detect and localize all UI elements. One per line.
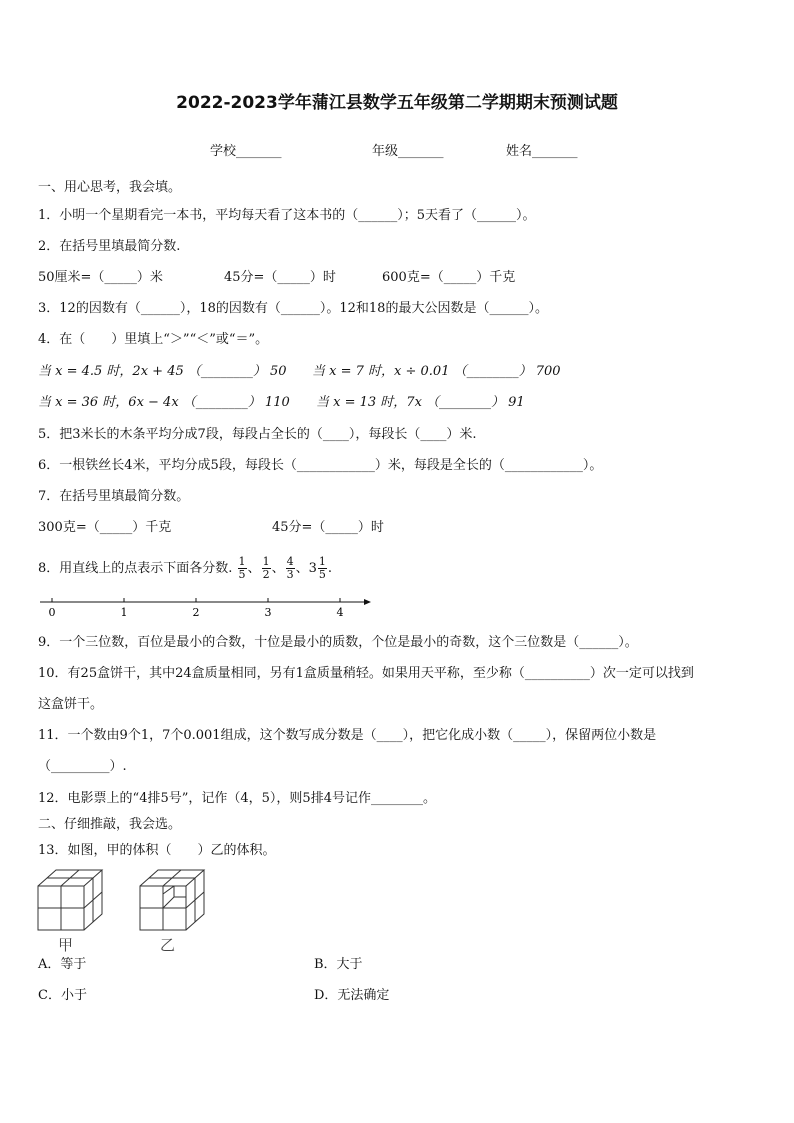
question-7-item-2: 45分=（_____）时 — [272, 520, 384, 535]
question-4-b1: 当 x = 36 时，6x − 4x （________） 110 — [38, 395, 290, 410]
question-4-a2: 当 x = 7 时，x ÷ 0.01 （________） 700 — [312, 364, 561, 379]
fraction-numerator: 1 — [238, 555, 246, 568]
question-11-line-1: 11．一个数由9个1，7个0.001组成，这个数写成分数是（____），把它化成小数（_____），保留两位小数是 — [38, 728, 657, 743]
question-5: 5．把3米长的木条平均分成7段，每段占全长的（____），每段长（____）米. — [38, 427, 477, 442]
number-line-arrow-icon — [364, 599, 371, 605]
question-7: 7．在括号里填最简分数。 — [38, 489, 190, 504]
option-b[interactable]: B．大于 — [314, 957, 363, 972]
number-line-tick-label: 2 — [192, 606, 200, 619]
cube-figures — [36, 864, 216, 954]
fraction-whole: 3 — [308, 561, 317, 576]
question-4-a1: 当 x = 4.5 时，2x + 45 （________） 50 — [38, 364, 287, 379]
question-8-fractions — [237, 555, 333, 581]
fraction-separator: . — [327, 561, 333, 576]
question-11-line-2: （_________）. — [38, 759, 127, 774]
fraction — [286, 556, 295, 581]
fraction-separator: 、 — [247, 561, 261, 576]
number-line-ticks — [49, 598, 344, 619]
school-field: 学校_______ — [210, 144, 282, 159]
question-9: 9．一个三位数，百位是最小的合数，十位是最小的质数，个位是最小的奇数，这个三位数是（______）。 — [38, 635, 638, 650]
fraction-denominator: 2 — [262, 568, 270, 581]
question-10-line-1: 10．有25盒饼干，其中24盒质量相同，另有1盒质量稍轻。如果用天平称，至少称（__________）次一定可以找到 — [38, 666, 694, 681]
fraction-separator: 、 — [271, 561, 285, 576]
fraction — [262, 556, 271, 581]
fraction-denominator: 5 — [318, 568, 326, 581]
number-line-tick-label: 4 — [336, 606, 344, 619]
fraction-numerator: 1 — [262, 555, 270, 568]
option-a[interactable]: A．等于 — [38, 957, 87, 972]
fraction — [238, 556, 247, 581]
grade-field: 年级_______ — [372, 144, 444, 159]
fraction — [318, 556, 327, 581]
fraction-separator: 、 — [295, 561, 309, 576]
page-title: 2022-2023学年蒲江县数学五年级第二学期期末预测试题 — [176, 93, 618, 113]
number-line-tick-label: 0 — [48, 606, 56, 619]
question-2-item-3: 600克=（_____）千克 — [382, 270, 516, 285]
cube-figure-yi — [140, 870, 204, 930]
question-4: 4．在（ ）里填上“＞”“＜”或“＝”。 — [38, 332, 269, 347]
fraction-numerator: 4 — [286, 555, 294, 568]
question-8 — [38, 556, 332, 581]
section-1-heading: 一、用心思考，我会填。 — [38, 180, 182, 195]
cube-figure-jia — [38, 870, 102, 930]
question-12: 12．电影票上的“4排5号”，记作（4，5），则5排4号记作________。 — [38, 791, 436, 806]
fraction-denominator: 5 — [238, 568, 246, 581]
option-c[interactable]: C．小于 — [38, 988, 87, 1003]
name-field: 姓名_______ — [506, 144, 578, 159]
number-line — [38, 596, 378, 622]
question-13: 13．如图，甲的体积（ ）乙的体积。 — [38, 843, 276, 858]
question-2-item-1: 50厘米=（_____）米 — [38, 270, 163, 285]
question-2-item-2: 45分=（_____）时 — [224, 270, 336, 285]
question-8-text: 8．用直线上的点表示下面各分数. — [38, 561, 233, 576]
figure-label-jia: 甲 — [58, 936, 74, 954]
fraction-denominator: 3 — [286, 568, 294, 581]
question-2: 2．在括号里填最简分数. — [38, 239, 181, 254]
figure-label-yi: 乙 — [160, 936, 176, 954]
fraction-numerator: 1 — [318, 555, 326, 568]
question-10-line-2: 这盒饼干。 — [38, 697, 104, 712]
number-line-tick-label: 1 — [120, 606, 128, 619]
number-line-tick-label: 3 — [264, 606, 272, 619]
question-4-b2: 当 x = 13 时，7x （________） 91 — [316, 395, 525, 410]
question-3: 3．12的因数有（______），18的因数有（______）。12和18的最大公因数是（______）。 — [38, 301, 548, 316]
section-2-heading: 二、仔细推敲，我会选。 — [38, 817, 182, 832]
option-d[interactable]: D．无法确定 — [314, 988, 390, 1003]
question-7-item-1: 300克=（_____）千克 — [38, 520, 172, 535]
question-1: 1．小明一个星期看完一本书，平均每天看了这本书的（______）；5天看了（______）。 — [38, 208, 536, 223]
question-6: 6．一根铁丝长4米，平均分成5段，每段长（____________）米，每段是全长的（____________）。 — [38, 458, 603, 473]
